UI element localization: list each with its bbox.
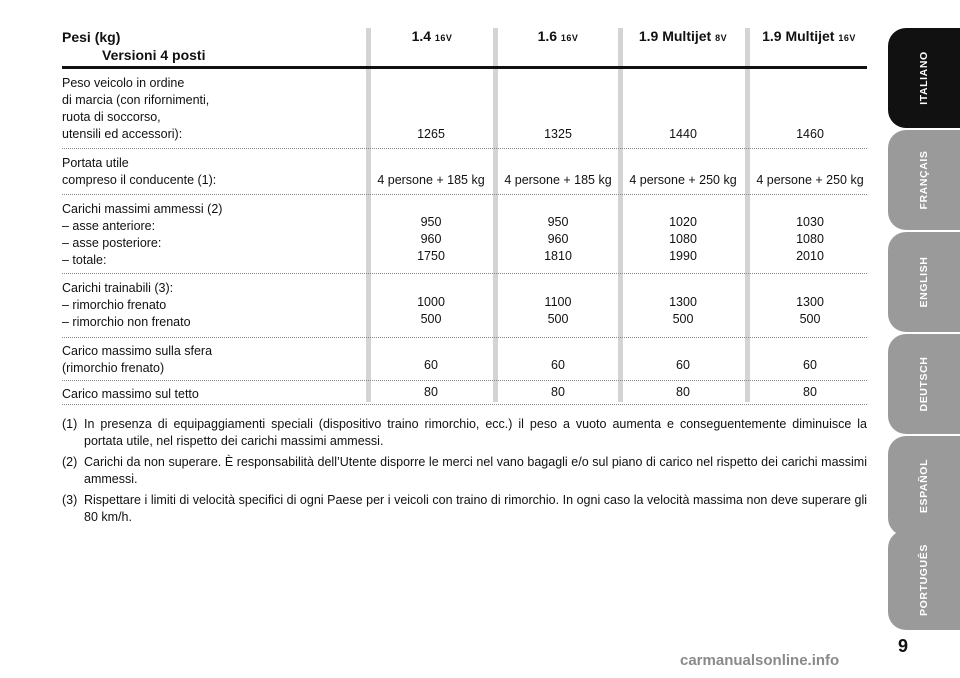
table-cell: 60: [676, 358, 690, 372]
tab-deutsch[interactable]: DEUTSCH: [888, 334, 960, 434]
row-divider: [62, 148, 867, 149]
column-header-1-9-multijet-16v: 1.9 Multijet 16V: [762, 28, 856, 44]
row-divider: [62, 337, 867, 338]
column-divider: [618, 28, 623, 402]
tab-english[interactable]: ENGLISH: [888, 232, 960, 332]
table-cell: 1265: [417, 127, 445, 141]
header-rule: [62, 66, 867, 69]
row-label-carichi-trainabili: Carichi trainabili (3): – rimorchio frenato – rimorchio non frenato: [62, 281, 191, 329]
table-header-label: [62, 28, 362, 64]
row-label-portata-utile: Portata utile compreso il conducente (1):: [62, 156, 217, 187]
column-header-1-4-16v: 1.4 16V: [411, 28, 453, 44]
table-cell: 60: [803, 358, 817, 372]
column-divider: [745, 28, 750, 402]
footnote-3: (3) Rispettare i limiti di velocità specifici di ogni Paese per i veicoli con traino di rimorchio. In ogni caso la velocità massima non deve superare gli 80 km/h.: [62, 493, 867, 524]
table-cell: 1300 500: [669, 295, 697, 326]
table-cell: 1325: [544, 127, 572, 141]
table-cell: 4 persone + 250 kg: [629, 173, 737, 187]
table-cell: 80: [676, 385, 690, 399]
row-label-carico-sfera: Carico massimo sulla sfera (rimorchio frenato): [62, 344, 213, 375]
table-cell: 60: [424, 358, 438, 372]
column-header-1-9-multijet-8v: 1.9 Multijet 8V: [638, 28, 728, 44]
table-cell: 1000 500: [417, 295, 445, 326]
row-label-carico-tetto: Carico massimo sul tetto: [62, 387, 199, 401]
table-title: Pesi (kg): [62, 29, 121, 45]
table-cell: 80: [803, 385, 817, 399]
table-cell: 950 960 1810: [544, 215, 572, 263]
table-cell: 4 persone + 250 kg: [756, 173, 864, 187]
page-number: 9: [898, 636, 909, 656]
row-label-carichi-massimi: Carichi massimi ammessi (2) – asse anteriore: – asse posteriore: – totale:: [62, 202, 223, 267]
table-cell: 1100 500: [544, 295, 572, 326]
table-cell: 4 persone + 185 kg: [377, 173, 485, 187]
language-tabs: [888, 0, 960, 678]
tab-francais[interactable]: FRANÇAIS: [888, 130, 960, 230]
footnotes: [62, 416, 867, 530]
table-cell: 60: [551, 358, 565, 372]
table-subtitle: Versioni 4 posti: [102, 47, 206, 63]
table-cell: 1020 1080 1990: [669, 215, 697, 263]
column-divider: [366, 28, 371, 402]
row-divider: [62, 273, 867, 274]
table-cell: 80: [551, 385, 565, 399]
table-cell: 950 960 1750: [417, 215, 445, 263]
footnote-2: (2) Carichi da non superare. È responsabilità dell’Utente disporre le merci nel vano bagagli e/o sul piano di carico nel rispetto dei carichi massimi ammessi.: [62, 455, 867, 486]
column-header-1-6-16v: 1.6 16V: [537, 28, 579, 44]
watermark: carmanualsonline.info: [680, 652, 840, 669]
row-label-peso-veicolo: Peso veicolo in ordine di marcia (con rifornimenti, ruota di soccorso, utensili ed accessori):: [62, 76, 210, 141]
column-divider: [493, 28, 498, 402]
row-divider: [62, 194, 867, 195]
footnote-1: (1) In presenza di equipaggiamenti speciali (dispositivo traino rimorchio, ecc.) il peso a vuoto aumenta e conseguentemente diminuisce la portata utile, nel rispetto dei carichi massimi ammessi.: [62, 417, 867, 448]
table-cell: 1440: [669, 127, 697, 141]
table-cell: 1460: [796, 127, 824, 141]
table-cell: 80: [424, 385, 438, 399]
table-cell: 1300 500: [796, 295, 824, 326]
tab-portugues[interactable]: PORTUGUÊS: [888, 530, 960, 630]
table-bottom-rule: [62, 404, 867, 405]
table-cell: 1030 1080 2010: [796, 215, 824, 263]
table-cell: 4 persone + 185 kg: [504, 173, 612, 187]
row-divider: [62, 380, 867, 381]
tab-espanol[interactable]: ESPAÑOL: [888, 436, 960, 536]
tab-italiano[interactable]: ITALIANO: [888, 28, 960, 128]
